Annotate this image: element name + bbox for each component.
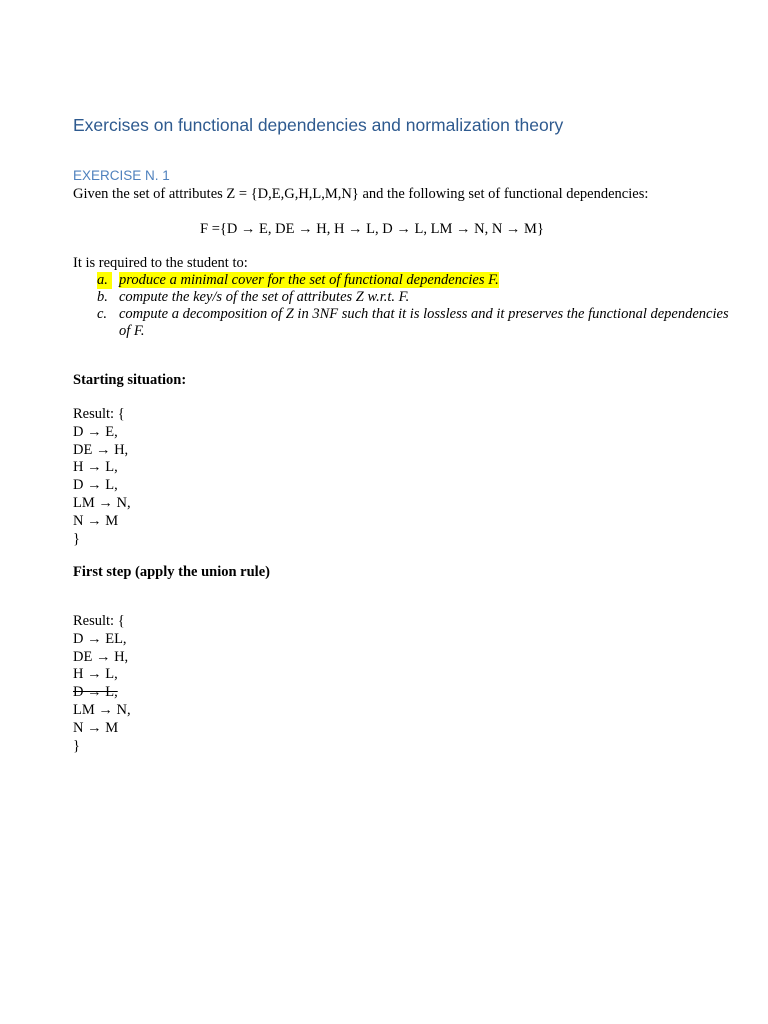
result-open: Result: { <box>73 406 125 422</box>
task-letter: b. <box>97 289 108 305</box>
task-letter: a. <box>97 272 112 289</box>
result-open: Result: { <box>73 613 125 629</box>
dependency-line: N → M <box>73 512 119 529</box>
dependency-line: DE → H, <box>73 648 129 665</box>
result-close: } <box>73 737 80 754</box>
given-text: Given the set of attributes Z = {D,E,G,H,L,M,N} and the following set of functional dependencies: <box>73 186 649 202</box>
task-item <box>73 289 739 306</box>
first-step-heading: First step (apply the union rule) <box>73 564 270 580</box>
task-letter: c. <box>97 306 108 322</box>
task-item <box>73 306 739 340</box>
dependency-line: H → L, <box>73 459 118 476</box>
dependency-line: D → E, <box>73 423 118 440</box>
dependency-line: N → M <box>73 719 119 736</box>
exercise-heading: EXERCISE N. 1 <box>73 168 170 183</box>
task-list <box>73 272 739 340</box>
dependency-line-struck: D → L, <box>73 684 118 701</box>
requirements-intro: It is required to the student to: <box>73 255 248 271</box>
task-text: compute the key/s of the set of attributes Z w.r.t. F. <box>119 289 410 305</box>
task-text: compute a decomposition of Z in 3NF such that it is lossless and it preserves the functional dependencies of F. <box>119 306 729 339</box>
dependency-set-formula: F ={D → E, DE → H, H → L, D → L, LM → N, N → M} <box>200 221 544 237</box>
dependency-line: DE → H, <box>73 441 129 458</box>
dependency-line: LM → N, <box>73 701 131 718</box>
dependency-line: LM → N, <box>73 494 131 511</box>
starting-result-block <box>73 406 131 548</box>
result-close: } <box>73 530 80 547</box>
task-item <box>73 272 739 289</box>
dependency-line: D → L, <box>73 477 118 494</box>
dependency-line: D → EL, <box>73 630 127 647</box>
dependency-line: H → L, <box>73 666 118 683</box>
first-step-result-block <box>73 613 131 755</box>
task-text-highlighted: produce a minimal cover for the set of functional dependencies F. <box>119 272 499 288</box>
starting-situation-heading: Starting situation: <box>73 372 187 388</box>
document-title: Exercises on functional dependencies and normalization theory <box>73 115 564 135</box>
